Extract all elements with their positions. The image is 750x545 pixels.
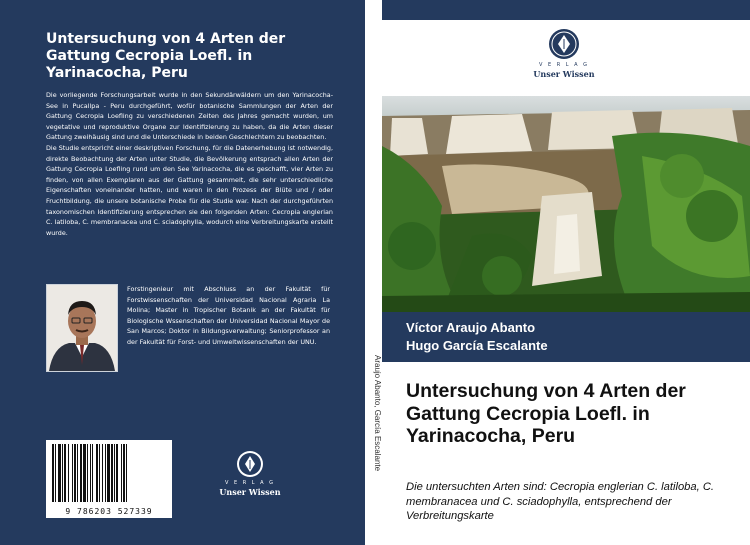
isbn-number: 9 786203 527339 — [65, 507, 153, 516]
author-name-2: Hugo García Escalante — [406, 338, 548, 353]
barcode-bar — [52, 444, 54, 502]
back-title: Untersuchung von 4 Arten der Gattung Cecropia Loefl. in Yarinacocha, Peru — [46, 31, 286, 81]
barcode-bar — [111, 444, 113, 502]
waterfall-photo — [382, 96, 750, 312]
barcode-bar — [72, 444, 73, 502]
back-verlag-label: V E R L A G — [224, 480, 276, 486]
barcode-bar — [64, 444, 66, 502]
barcode-bar — [92, 444, 93, 502]
barcode-bar — [62, 444, 63, 502]
barcode-bars — [46, 440, 172, 506]
barcode-bar — [68, 444, 69, 502]
author-photo — [46, 284, 118, 372]
barcode-bar — [107, 444, 110, 502]
barcode-bar — [55, 444, 56, 502]
pen-nib-icon — [236, 450, 264, 478]
front-publisher-logo — [522, 28, 606, 79]
barcode-bar — [102, 444, 103, 502]
barcode-bar — [116, 444, 118, 502]
barcode-bar — [123, 444, 125, 502]
front-cover — [382, 0, 750, 545]
back-publisher-logo — [214, 450, 286, 500]
front-subtitle: Die untersuchten Arten sind: Cecropia englerian C. latiloba, C. membranacea und C. sciadophylla, entsprechend der Verbreitungskarte — [406, 481, 715, 522]
front-title: Untersuchung von 4 Arten der Gattung Cecropia Loefl. in Yarinacocha, Peru — [406, 380, 686, 447]
barcode-bar — [96, 444, 98, 502]
barcode-bar — [121, 444, 122, 502]
barcode-bar — [99, 444, 100, 502]
barcode-bar — [90, 444, 91, 502]
front-top-bar — [382, 0, 750, 20]
front-publisher-name: Unser Wissen — [533, 69, 595, 79]
pen-nib-icon — [548, 28, 580, 60]
barcode-bar — [87, 444, 88, 502]
barcode-bar — [58, 444, 61, 502]
authors-band — [382, 312, 750, 362]
spine-authors: Araujo Abanto, García Escalante — [373, 355, 382, 472]
front-verlag-label: V E R L A G — [538, 62, 590, 68]
back-cover — [0, 0, 365, 545]
barcode-bar — [74, 444, 76, 502]
author-name-1: Víctor Araujo Abanto — [406, 320, 536, 335]
isbn-barcode — [46, 440, 172, 518]
author-bio: Forstingenieur mit Abschluss an der Fakultät für Forstwissenschaften der Universidad Nacional Agraria La Molina; Master in Tropischer Botanik an der Fakultät für Biologische Wssenschaften der Universidad Nacional Mayor de San Marcos; Doktor in Bildungsverwaltung; Seniorprofessor an der Fakultät für Forst- und Umweltwissenschaften der UNU. — [127, 285, 330, 346]
barcode-bar — [126, 444, 127, 502]
barcode-bar — [80, 444, 82, 502]
barcode-bar — [105, 444, 106, 502]
barcode-bar — [77, 444, 78, 502]
barcode-bar — [83, 444, 86, 502]
back-publisher-name: Unser Wissen — [219, 487, 281, 497]
back-blurb: Die vorliegende Forschungsarbeit wurde in den Sekundärwäldern um den Yarinacocha-See in Pucallpa - Peru durchgeführt, wofür botanische Sammlungen der Arten der Gattung Cecropia Loefling zu verschiedenen Zeiten des Jahres gemacht wurden, um vegetative und reproduktive Organe zur Identifizierung zu haben, da die Arten dieser Gattung zweihäusig sind und die Unterschiede in beiden Geschlechtern zu beobachten. Die Studie entspricht einer deskriptiven Forschung, für die Datenerhebung ist notwendig, direkte Beobachtung der Arten unter Studie, die Bevölkerung entsprach allen Arten der Gattung Cecropia Loefling rund um den See Yarinacocha, die es geschafft, vier Arten zu finden, von allen Exemplaren aus der Gattung gesammelt, die sehr unterschiedliche Eigenschaften voneinander hatten, und waren in den Prozess der Blüte und / oder Fruchtbildung, die unsere botanische Probe für die Studie war. Nach der durchgeführten taxonomischen Identifizierung entsprechen sie den folgenden Arten: Cecropia englerian C. latiloba, C. membranacea und C. sciadophylla, wodurch eine Verbreitungskarte erstellt wurde. — [46, 91, 333, 237]
barcode-bar — [114, 444, 115, 502]
